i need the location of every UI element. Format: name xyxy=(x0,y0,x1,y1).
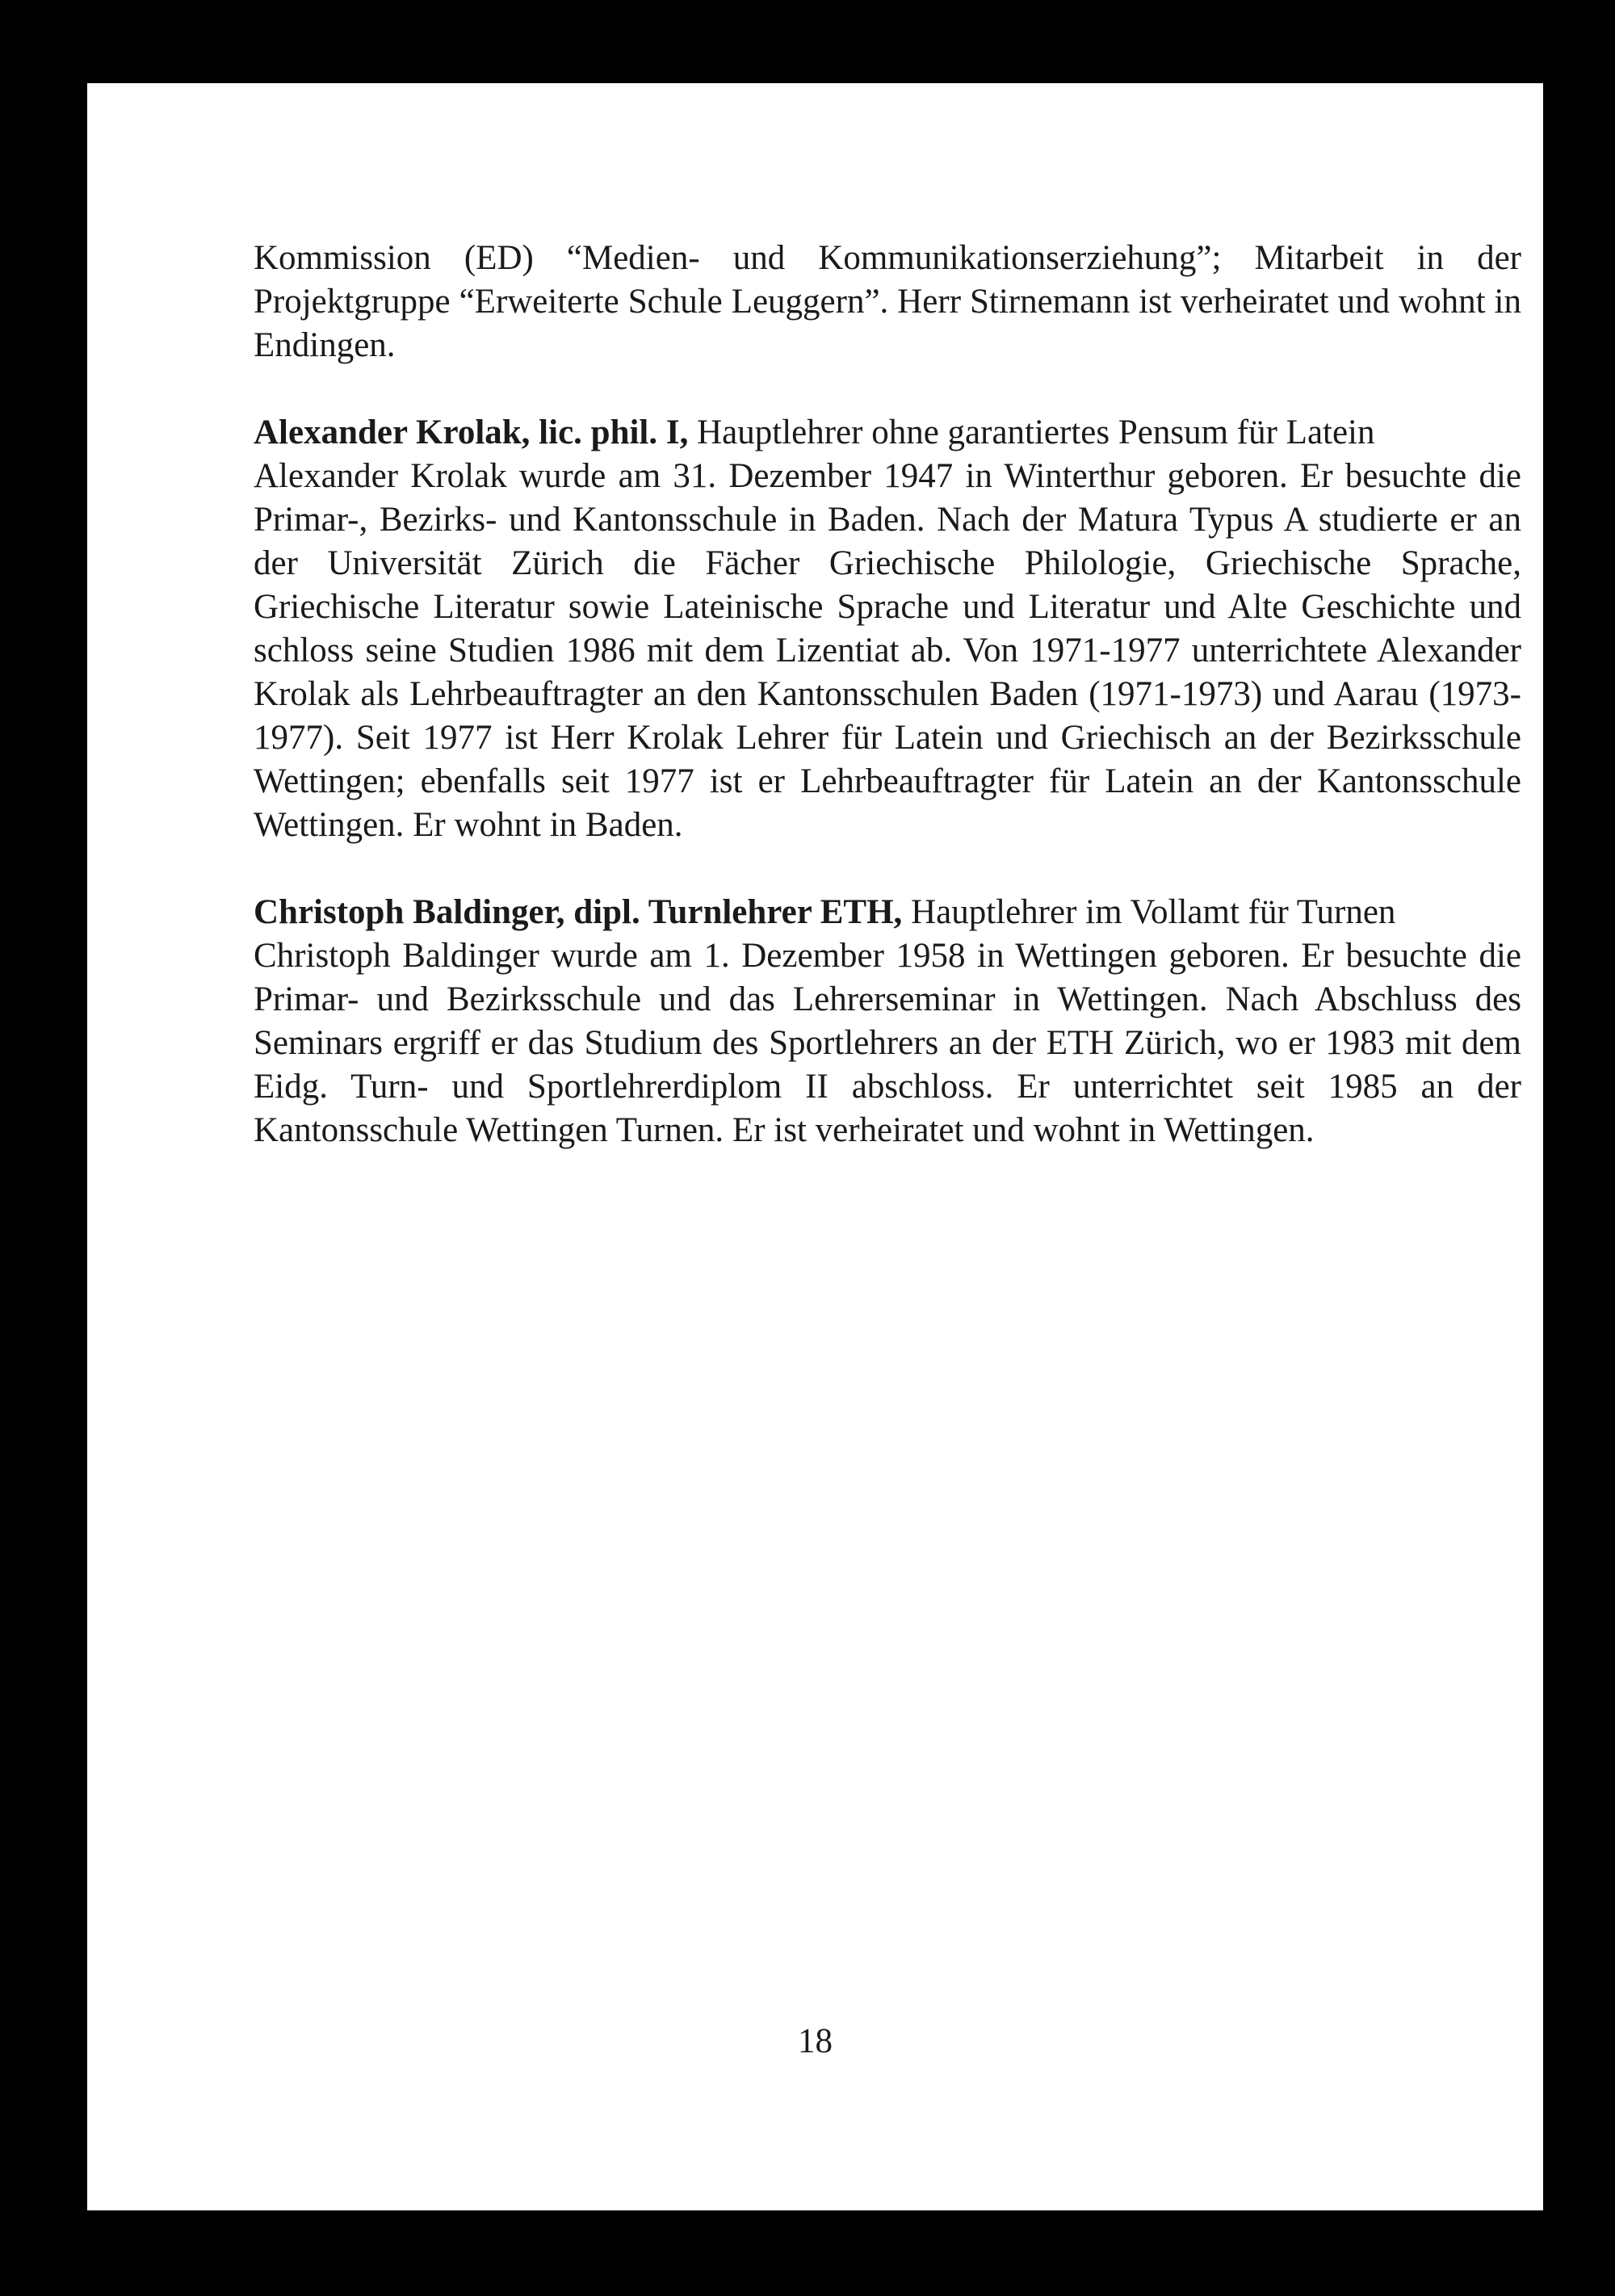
entry-baldinger xyxy=(254,891,1521,1152)
entry-position: Hauptlehrer im Vollamt für Turnen xyxy=(902,893,1396,931)
entry-heading xyxy=(254,411,1521,455)
entry-name: Christoph Baldinger, dipl. Turnlehrer ETH, xyxy=(254,893,903,931)
entry-heading xyxy=(254,891,1521,934)
page-number: 18 xyxy=(798,2022,833,2060)
entry-biography: Alexander Krolak wurde am 31. Dezember 1947 in Winterthur geboren. Er besuchte die Primar-, Bezirks- und Kantonsschule in Baden. Nach der Matura Typus A studierte er an der Universität Zürich die Fächer Griechische Philologie, Griechische Sprache, Griechische Literatur sowie Lateinische Sprache und Literatur und Alte Geschichte und schloss seine Studien 1986 mit dem Lizentiat ab. Von 1971-1977 unterrichtete Alexander Krolak als Lehrbeauftragter an den Kantonsschulen Baden (1971-1973) und Aarau (1973-1977). Seit 1977 ist Herr Krolak Lehrer für Latein und Griechisch an der Bezirksschule Wettingen; ebenfalls seit 1977 ist er Lehrbeauftragter für Latein an der Kantonsschule Wettingen. Er wohnt in Baden. xyxy=(254,457,1521,844)
entry-name: Alexander Krolak, lic. phil. I, xyxy=(254,413,689,451)
entry-position: Hauptlehrer ohne garantiertes Pensum für Latein xyxy=(688,413,1375,451)
document-page xyxy=(87,83,1543,2210)
entry-krolak xyxy=(254,411,1521,847)
page-content xyxy=(254,237,1521,1196)
continuation-paragraph: Kommission (ED) “Medien- und Kommunikationserziehung”; Mitarbeit in der Projektgruppe “Erweiterte Schule Leuggern”. Herr Stirnemann ist verheiratet und wohnt in Endingen. xyxy=(254,239,1521,364)
entry-biography: Christoph Baldinger wurde am 1. Dezember 1958 in Wettingen geboren. Er besuchte die Primar- und Bezirksschule und das Lehrerseminar in Wettingen. Nach Abschluss des Seminars ergriff er das Studium des Sportlehrers an der ETH Zürich, wo er 1983 mit dem Eidg. Turn- und Sportlehrerdiplom II abschloss. Er unterrichtet seit 1985 an der Kantonsschule Wettingen Turnen. Er ist verheiratet und wohnt in Wettingen. xyxy=(254,937,1521,1149)
